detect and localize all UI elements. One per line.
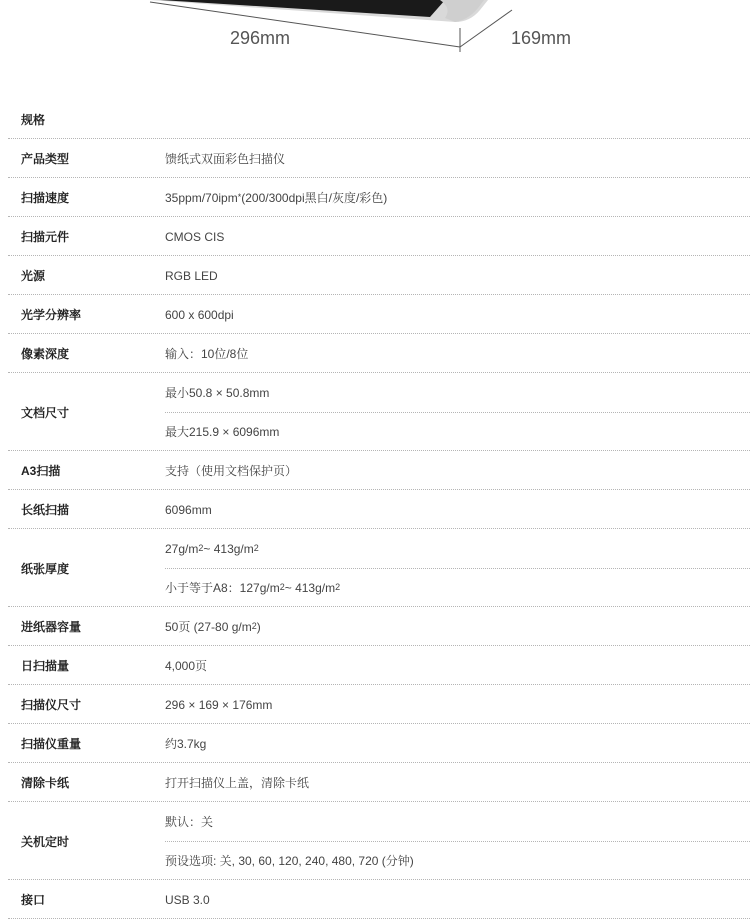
spec-value xyxy=(165,646,750,685)
spec-value-text: USB 3.0 xyxy=(165,892,210,907)
spec-value xyxy=(165,139,750,178)
spec-label: 长纸扫描 xyxy=(21,503,70,517)
spec-row-scan-speed xyxy=(0,178,750,217)
spec-value xyxy=(165,763,750,802)
spec-label: 接口 xyxy=(21,893,46,907)
spec-row-scanner-dimensions xyxy=(0,685,750,724)
spec-value-text: 4,000页 xyxy=(165,659,208,673)
spec-label: 扫描速度 xyxy=(21,191,70,205)
spec-label: 文档尺寸 xyxy=(21,405,70,420)
spec-label: 纸张厚度 xyxy=(21,561,70,576)
spec-label: 扫描仪尺寸 xyxy=(21,698,82,712)
spec-value-text: ~ 413g/m xyxy=(284,580,336,595)
spec-value-text: 默认：关 xyxy=(165,815,214,829)
spec-value xyxy=(165,256,750,295)
spec-value xyxy=(165,490,750,529)
spec-value xyxy=(165,295,750,334)
spec-value: 27g/m $^2$ ~ 413g/m $^2$ 小于等于A8：127g/m $^2$ ~ 413g/m $^2$ xyxy=(165,529,750,607)
spec-row-scanner-weight xyxy=(0,724,750,763)
depth-dimension-label: 169mm xyxy=(511,28,572,48)
spec-value-text: 最小50.8 × 50.8mm xyxy=(165,386,270,400)
spec-row-feeder-capacity xyxy=(0,607,750,646)
spec-value-text: 最大215.9 × 6096mm xyxy=(165,425,280,439)
spec-value-text: 296 × 169 × 176mm xyxy=(165,697,273,712)
spec-row-light-source xyxy=(0,256,750,295)
spec-row-a3-scan xyxy=(0,451,750,490)
spec-value-text: ) xyxy=(256,619,261,634)
spec-label: 扫描仪重量 xyxy=(21,737,82,751)
spec-row-product-type xyxy=(0,139,750,178)
spec-label: 像素深度 xyxy=(21,347,70,361)
spec-value-text: 约3.7kg xyxy=(165,737,207,751)
spec-row-daily-volume xyxy=(0,646,750,685)
spec-value xyxy=(165,217,750,256)
spec-value-text: 馈纸式双面彩色扫描仪 xyxy=(165,152,286,166)
spec-value: 35ppm/70ipm * (200/300dpi黑白/灰度/彩色) xyxy=(165,190,388,205)
spec-label: 光源 xyxy=(21,269,46,283)
spec-label: 光学分辨率 xyxy=(21,308,82,322)
spec-value xyxy=(165,685,750,724)
width-dimension-label: 296mm xyxy=(230,28,291,48)
spec-value-text: 预设选项: 关, 30, 60, 120, 240, 480, 720 (分钟) xyxy=(165,854,414,868)
spec-value xyxy=(165,724,750,763)
spec-row-paper-thickness xyxy=(0,529,750,607)
spec-value-text: CMOS CIS xyxy=(165,229,225,244)
spec-value-text: 6096mm xyxy=(165,502,212,517)
spec-value-text: 27g/m xyxy=(165,541,199,556)
spec-row-long-paper-scan xyxy=(0,490,750,529)
spec-row-scan-element xyxy=(0,217,750,256)
spec-table xyxy=(0,100,750,919)
scanner-illustration xyxy=(0,0,750,60)
spec-value-text: 小于等于A8：127g/m xyxy=(165,581,280,595)
spec-value: 50页 (27-80 g/m $^2$ ) xyxy=(165,619,261,634)
spec-label: 日扫描量 xyxy=(21,659,70,673)
spec-section-title: 规格 xyxy=(21,113,46,127)
spec-row-optical-resolution xyxy=(0,295,750,334)
spec-value xyxy=(165,334,750,373)
spec-value-text: ~ 413g/m xyxy=(203,541,254,556)
spec-row-pixel-depth xyxy=(0,334,750,373)
spec-label: 清除卡纸 xyxy=(21,776,70,790)
spec-row-interface xyxy=(0,880,750,919)
spec-value-text: 600 x 600dpi xyxy=(165,307,234,322)
spec-row-paper-jam xyxy=(0,763,750,802)
spec-value xyxy=(165,451,750,490)
spec-row-auto-power-off xyxy=(0,802,750,880)
spec-label: A3扫描 xyxy=(21,464,61,478)
scanner-dark-panel xyxy=(160,0,445,17)
spec-value-text: 35ppm/70ipm xyxy=(165,190,238,205)
spec-row-document-size xyxy=(0,373,750,451)
spec-value xyxy=(165,802,750,880)
spec-value xyxy=(165,880,750,919)
spec-label: 进纸器容量 xyxy=(21,620,82,634)
dimension-diagram xyxy=(0,0,750,60)
spec-section-header xyxy=(0,100,750,139)
spec-value xyxy=(165,373,750,451)
spec-value-text: 打开扫描仪上盖，清除卡纸 xyxy=(165,776,310,790)
spec-label: 产品类型 xyxy=(21,152,70,166)
spec-value-text: RGB LED xyxy=(165,268,218,283)
spec-value-text: 50页 (27-80 g/m xyxy=(165,620,252,634)
spec-label: 扫描元件 xyxy=(21,230,70,244)
spec-value-text: (200/300dpi黑白/灰度/彩色) xyxy=(241,191,388,205)
spec-value-text: 输入：10位/8位 xyxy=(165,347,249,361)
spec-value-text: 支持（使用文档保护页） xyxy=(165,464,298,478)
spec-label: 关机定时 xyxy=(21,834,70,849)
